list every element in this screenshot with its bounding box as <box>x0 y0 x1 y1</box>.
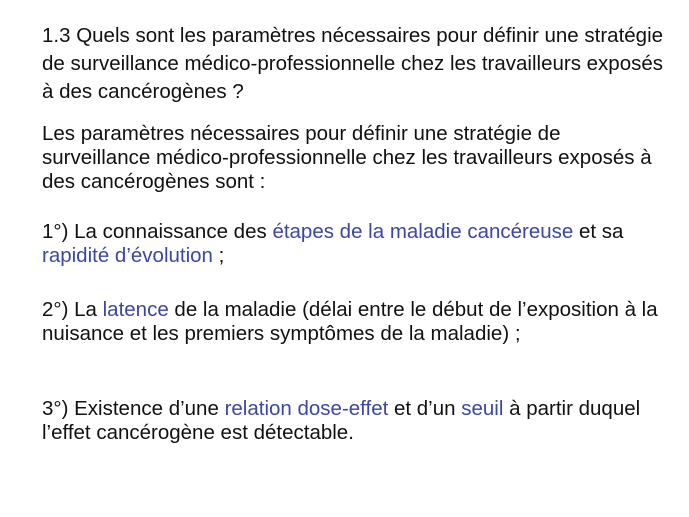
point-3-suffix: à partir duquel l’effet cancérogène est détectable. <box>42 397 641 444</box>
point-1-highlight-stages: étapes de la maladie cancéreuse <box>272 220 574 243</box>
point-2-highlight-latency: latence <box>102 298 169 321</box>
point-3-prefix: 3°) Existence d’une <box>42 397 225 420</box>
point-1-highlight-speed: rapidité d’évolution <box>42 244 213 267</box>
slide-title: 1.3 Quels sont les paramètres nécessaires pour définir une stratégie de surveillance médico-professionnelle chez les travailleurs exposés à des cancérogènes ? <box>42 24 664 103</box>
point-1-prefix: 1°) La connaissance des <box>42 220 273 243</box>
point-3-highlight-dose-effect: relation dose-effet <box>224 397 389 420</box>
point-2-prefix: 2°) La <box>42 298 103 321</box>
point-3-highlight-threshold: seuil <box>461 397 504 420</box>
point-2 <box>42 298 672 346</box>
point-3 <box>42 397 672 445</box>
point-1 <box>42 220 672 268</box>
point-1-mid: et sa <box>573 220 624 243</box>
point-2-suffix: de la maladie (délai entre le début de l’exposition à la nuisance et les premiers symptômes de la maladie) ; <box>42 298 658 345</box>
point-1-suffix: ; <box>212 244 225 267</box>
point-3-mid: et d’un <box>388 397 462 420</box>
intro-paragraph: Les paramètres nécessaires pour définir une stratégie de surveillance médico-professionnelle chez les travailleurs exposés à des cancérogènes sont : <box>42 122 652 193</box>
